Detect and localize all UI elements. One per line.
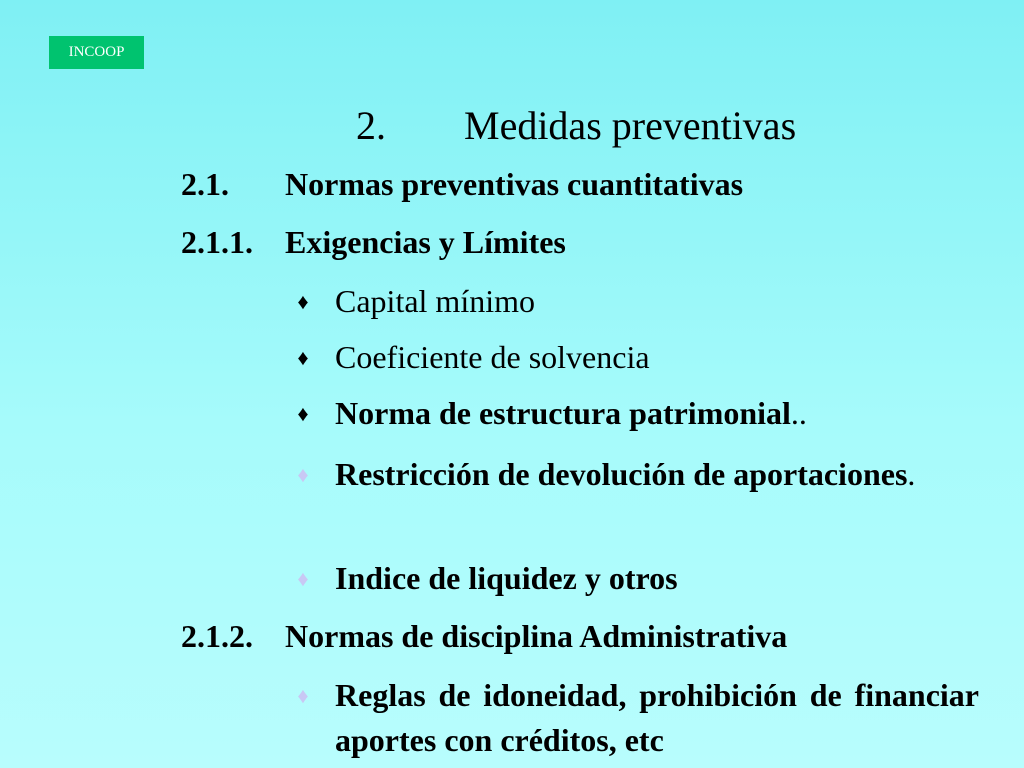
bullet-item: [289, 335, 979, 380]
title-text: Medidas preventivas: [464, 103, 797, 148]
diamond-icon: ♦: [297, 683, 309, 708]
section-text: Normas preventivas cuantitativas: [285, 166, 744, 202]
section-text: Normas de disciplina Administrativa: [285, 618, 788, 654]
bullet-item: [289, 673, 979, 763]
diamond-icon: ♦: [297, 345, 309, 370]
bullet-text: Capital mínimo: [335, 283, 535, 319]
bullet-text: Indice de liquidez y otros: [335, 560, 678, 596]
diamond-icon: ♦: [297, 462, 309, 487]
section-2-1-2-heading: [181, 616, 787, 656]
diamond-icon: ♦: [297, 566, 309, 591]
bullet-text: [335, 452, 979, 497]
bullet-item: [289, 391, 979, 436]
bullet-text: Coeficiente de solvencia: [335, 339, 650, 375]
incoop-badge: INCOOP: [49, 36, 144, 69]
section-number: 2.1.: [181, 166, 229, 202]
bullet-item: [289, 452, 979, 497]
bullet-suffix: ..: [790, 395, 807, 431]
section-number: 2.1.1.: [181, 224, 253, 260]
title-number: 2.: [356, 103, 386, 148]
bullet-item: [289, 556, 979, 601]
bullet-text: [335, 391, 979, 436]
section-text: Exigencias y Límites: [285, 224, 566, 260]
bullet-suffix: .: [907, 456, 916, 492]
bullet-text: Reglas de idoneidad, prohibición de financiar aportes con créditos, etc: [335, 677, 979, 758]
slide-title: [356, 100, 796, 152]
bullet-bold-text: Norma de estructura patrimonial: [335, 395, 791, 431]
diamond-icon: ♦: [297, 401, 309, 426]
diamond-icon: ♦: [297, 289, 309, 314]
bullet-bold-text: Restricción de devolución de aportaciones: [335, 456, 908, 492]
bullet-item: [289, 279, 979, 324]
section-2-1-heading: [181, 164, 743, 204]
section-number: 2.1.2.: [181, 618, 253, 654]
section-2-1-1-heading: [181, 222, 566, 262]
